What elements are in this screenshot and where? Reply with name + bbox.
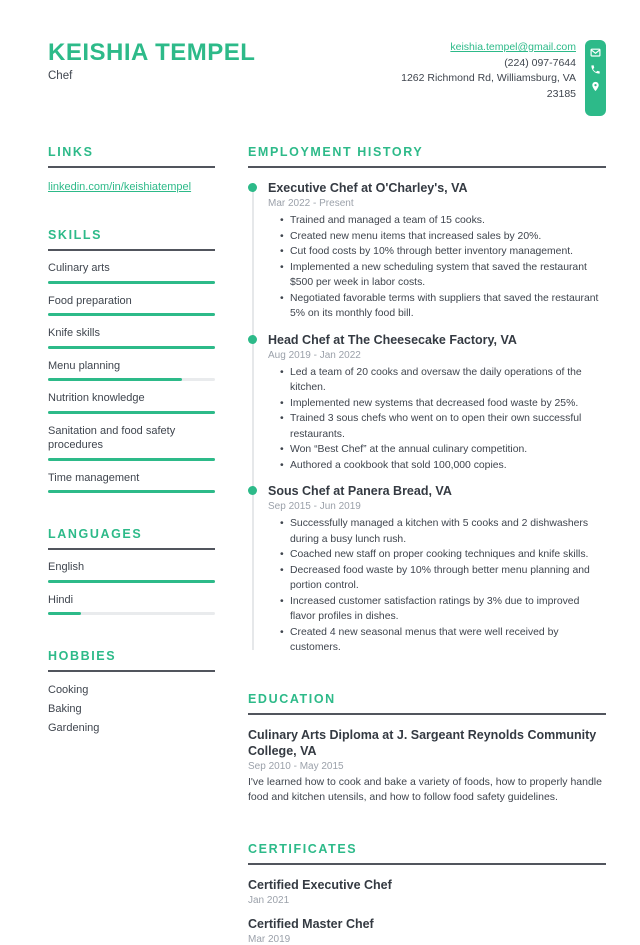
links-section-title: LINKS <box>48 145 215 168</box>
job-bullet: • Trained and managed a team of 15 cooks. <box>277 213 606 229</box>
job-title: Sous Chef at Panera Bread, VA <box>268 484 452 498</box>
skill-progress-track <box>48 281 215 284</box>
envelope-icon <box>590 47 601 58</box>
employment-timeline <box>248 180 606 656</box>
job-dates: Aug 2019 - Jan 2022 <box>268 349 361 361</box>
job-title: Executive Chef at O'Charley's, VA <box>268 181 468 195</box>
job-bullet: • Increased customer satisfaction ratings by 3% due to improved flavor profiles in dishes. <box>277 594 606 625</box>
certificates-section <box>248 842 606 945</box>
language-progress-track <box>48 612 215 615</box>
email-link[interactable]: keishia.tempel@gmail.com <box>450 41 576 53</box>
job-entry <box>248 180 606 322</box>
location-pin-icon <box>590 81 601 92</box>
job-bullet: • Decreased food waste by 10% through better menu planning and portion control. <box>277 563 606 594</box>
education-entry <box>248 727 606 806</box>
skill-label: Culinary arts <box>48 262 110 274</box>
job-bullet: • Coached new staff on proper cooking techniques and knife skills. <box>277 547 606 563</box>
skill-progress-fill <box>48 411 215 414</box>
job-bullet-list <box>277 365 606 474</box>
skill-item <box>48 359 215 382</box>
hobby-list <box>48 681 215 738</box>
address-line-1: 1262 Richmond Rd, Williamsburg, VA <box>401 72 576 84</box>
hobbies-section <box>48 649 215 738</box>
certificate-title: Certified Master Chef <box>248 916 374 931</box>
contact-details <box>401 40 576 102</box>
main-column <box>248 145 606 945</box>
education-title: Culinary Arts Diploma at J. Sargeant Reynolds Community College, VA <box>248 727 597 758</box>
language-progress-fill <box>48 612 81 615</box>
job-dates: Mar 2022 - Present <box>268 198 354 209</box>
skill-progress-track <box>48 313 215 316</box>
education-dates: Sep 2010 - May 2015 <box>248 760 344 772</box>
skill-label: Food preparation <box>48 294 132 307</box>
job-bullet: • Created 4 new seasonal menus that were well received by customers. <box>277 625 606 656</box>
education-description: I've learned how to cook and bake a variety of foods, how to properly handle food and kitchen utensils, and how to follow food safety guidelines. <box>248 775 602 803</box>
job-bullet: • Implemented new systems that decreased food waste by 25%. <box>277 396 606 412</box>
header <box>0 0 640 116</box>
skill-label: Nutrition knowledge <box>48 392 145 404</box>
phone-icon <box>590 64 601 75</box>
certificate-dates: Jan 2021 <box>248 894 290 906</box>
skill-label: Time management <box>48 471 140 484</box>
skill-progress-track <box>48 346 215 349</box>
language-item <box>48 560 215 583</box>
timeline-dot-icon <box>248 183 257 192</box>
email-row <box>401 40 576 56</box>
content-columns <box>0 145 640 945</box>
sidebar <box>48 145 215 945</box>
skill-item <box>48 471 215 494</box>
job-bullet: • Created new menu items that increased sales by 20%. <box>277 229 606 245</box>
job-entry <box>248 332 606 474</box>
job-bullet: • Negotiated favorable terms with suppliers that saved the restaurant 5% on its monthly food bill. <box>277 291 606 322</box>
skill-label: Menu planning <box>48 359 121 372</box>
skill-progress-fill <box>48 313 215 316</box>
linkedin-link[interactable]: linkedin.com/in/keishiatempel <box>48 181 192 193</box>
timeline-dot-icon <box>248 335 257 344</box>
job-title: Head Chef at The Cheesecake Factory, VA <box>268 332 517 347</box>
contact-icon-bar <box>585 40 606 116</box>
certificate-entry <box>248 877 606 906</box>
job-bullet: • Cut food costs by 10% through better inventory management. <box>277 244 606 260</box>
job-bullet-list <box>277 516 606 656</box>
education-section <box>248 692 606 806</box>
skill-label: Knife skills <box>48 327 100 339</box>
job-bullet-list <box>277 213 606 322</box>
languages-section-title: LANGUAGES <box>48 527 215 550</box>
job-bullet: • Won “Best Chef” at the annual culinary competition. <box>277 442 606 458</box>
skill-progress-fill <box>48 490 215 493</box>
address-line-2: 23185 <box>546 87 576 100</box>
language-progress-fill <box>48 580 215 583</box>
skill-progress-track <box>48 378 215 381</box>
hobby-item: Gardening <box>48 722 100 734</box>
skill-progress-track <box>48 458 215 461</box>
skill-item <box>48 261 215 284</box>
skill-item <box>48 326 215 349</box>
job-bullet: • Implemented a new scheduling system that saved the restaurant $500 per week in labor costs. <box>277 260 606 291</box>
skill-progress-fill <box>48 458 215 461</box>
certificate-dates: Mar 2019 <box>248 933 291 945</box>
skills-section-title: SKILLS <box>48 228 215 251</box>
person-role: Chef <box>48 70 73 82</box>
skill-progress-fill <box>48 378 182 381</box>
contact-block <box>401 40 606 116</box>
certificate-title: Certified Executive Chef <box>248 877 392 892</box>
job-bullet: • Successfully managed a kitchen with 5 cooks and 2 dishwashers during a busy lunch rush. <box>277 516 606 547</box>
person-name: KEISHIA TEMPEL <box>48 39 256 66</box>
skill-progress-track <box>48 411 215 414</box>
phone-number: (224) 097-7644 <box>504 56 576 69</box>
timeline-dot-icon <box>248 486 257 495</box>
skill-item <box>48 424 215 461</box>
links-section <box>48 145 215 194</box>
skill-progress-fill <box>48 346 215 349</box>
language-label: Hindi <box>48 593 74 606</box>
languages-section <box>48 527 215 615</box>
language-progress-track <box>48 580 215 583</box>
hobbies-section-title: HOBBIES <box>48 649 215 672</box>
skill-progress-track <box>48 490 215 493</box>
job-bullet: • Led a team of 20 cooks and oversaw the daily operations of the kitchen. <box>277 365 606 396</box>
hobby-item: Baking <box>48 703 82 715</box>
employment-section-title: EMPLOYMENT HISTORY <box>248 145 606 168</box>
job-dates: Sep 2015 - Jun 2019 <box>268 501 361 512</box>
link-item <box>48 180 215 194</box>
job-bullet: • Trained 3 sous chefs who went on to open their own successful restaurants. <box>277 411 606 442</box>
language-item <box>48 593 215 616</box>
skills-section <box>48 228 215 493</box>
job-entry <box>248 483 606 656</box>
language-label: English <box>48 561 85 573</box>
education-section-title: EDUCATION <box>248 692 606 715</box>
skill-label: Sanitation and food safety procedures <box>48 424 176 451</box>
employment-section <box>248 145 606 656</box>
hobby-item: Cooking <box>48 684 89 696</box>
skill-progress-fill <box>48 281 215 284</box>
skill-item <box>48 391 215 414</box>
certificate-entry <box>248 916 606 945</box>
skill-item <box>48 294 215 317</box>
certificates-section-title: CERTIFICATES <box>248 842 606 865</box>
identity-block <box>48 40 255 82</box>
job-bullet: • Authored a cookbook that sold 100,000 copies. <box>277 458 606 474</box>
